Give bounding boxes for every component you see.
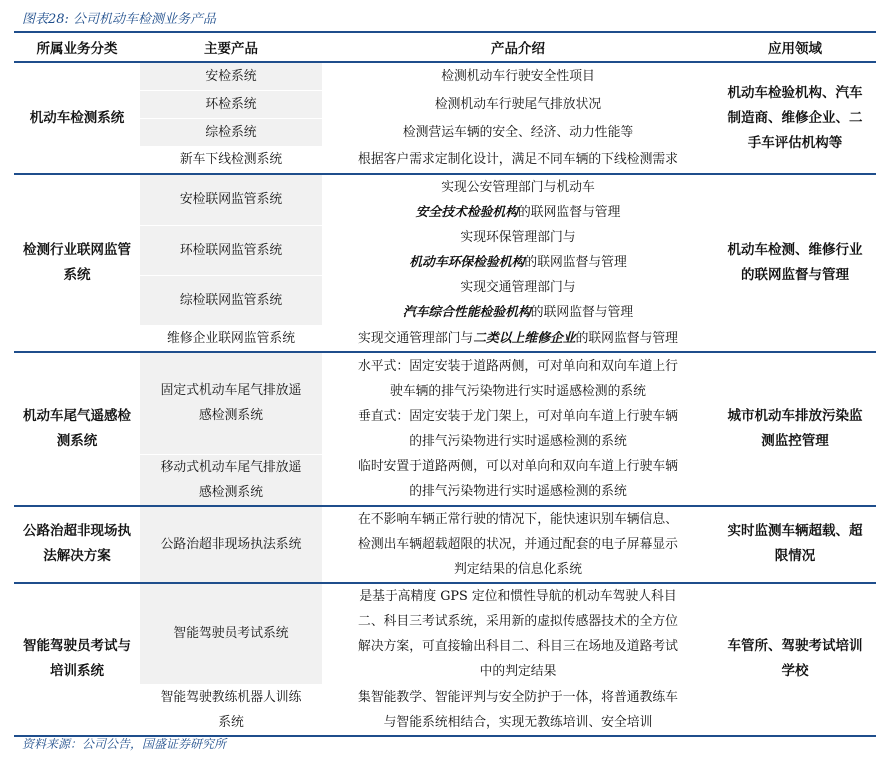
- intro-line: 的排气污染物进行实时遥感检测的系统: [409, 484, 627, 500]
- intro-tail: 的联网监督与管理: [524, 255, 627, 270]
- intro-cell: [322, 352, 714, 454]
- product-text: 移动式机动车尾气排放遥感检测系统: [160, 459, 302, 500]
- product-cell: [140, 352, 322, 454]
- products-table: [14, 31, 876, 737]
- intro-cell: [322, 583, 714, 685]
- table-row: [14, 174, 876, 225]
- intro-cell: [322, 685, 714, 737]
- category-cell: [14, 506, 140, 583]
- application-cell: [714, 352, 876, 506]
- product-cell: [140, 454, 322, 506]
- product-cell: 安检联网监管系统: [140, 174, 322, 225]
- application-text: 机动车检测、维修行业的联网监督与管理: [727, 242, 863, 283]
- application-cell: [714, 506, 876, 583]
- intro-line: 实现交通管理部门与: [460, 280, 576, 295]
- intro-cell: [322, 506, 714, 583]
- intro-line: 实现公安管理部门与机动车: [441, 180, 595, 195]
- category-cell: 机动车检测系统: [14, 62, 140, 174]
- intro-line: 中的判定结果: [479, 664, 557, 679]
- intro-line: 临时安置于道路两侧，可以对单向和双向车道上行驶车辆: [358, 459, 678, 475]
- intro-line: 是基于高精度 GPS 定位和惯性导航的机动车驾驶人科目: [359, 589, 677, 604]
- intro-line: 检测出车辆超载超限的状况，并通过配套的电子屏幕显示: [358, 536, 678, 552]
- product-cell: [140, 506, 322, 583]
- intro-line: 实现环保管理部门与: [460, 230, 576, 245]
- intro-pre: 实现交通管理部门与: [358, 330, 474, 346]
- intro-tail: 的联网监督与管理: [575, 330, 678, 346]
- product-cell: 综检联网监管系统: [140, 275, 322, 325]
- intro-line: 垂直式：固定安装于龙门架上，可对单向车道上行驶车辆: [358, 408, 678, 424]
- product-cell: 智能驾驶员考试系统: [140, 583, 322, 685]
- header-intro: 产品介绍: [322, 32, 714, 62]
- product-cell: 安检系统: [140, 62, 322, 90]
- intro-cell: [322, 225, 714, 275]
- header-application: 应用领域: [714, 32, 876, 62]
- intro-cell: [322, 454, 714, 506]
- product-text: 固定式机动车尾气排放遥感检测系统: [160, 383, 302, 424]
- application-text: 实时监测车辆超载、超限情况: [727, 523, 863, 564]
- category-cell: [14, 174, 140, 352]
- intro-tail: 的联网监督与管理: [530, 305, 634, 320]
- table-row: [14, 352, 876, 454]
- product-cell: 综检系统: [140, 118, 322, 146]
- category-text: 检测行业联网监管系统: [23, 242, 131, 283]
- product-cell: 环检联网监管系统: [140, 225, 322, 275]
- intro-line: [324, 250, 712, 275]
- header-product: 主要产品: [140, 32, 322, 62]
- header-category: 所属业务分类: [14, 32, 140, 62]
- product-cell: 环检系统: [140, 90, 322, 118]
- intro-emphasis: 安全技术检验机构: [415, 205, 518, 220]
- header-row: [14, 32, 876, 62]
- intro-line: 判定结果的信息化系统: [454, 561, 582, 577]
- intro-cell: 检测营运车辆的安全、经济、动力性能等: [402, 124, 634, 140]
- intro-line: [324, 200, 712, 225]
- application-text: 车管所、驾驶考试培训学校: [727, 638, 863, 680]
- product-cell: [140, 685, 322, 737]
- intro-line: 二、科目三考试系统，采用新的虚拟传感器技术的全方位: [358, 614, 678, 629]
- intro-line: [324, 300, 712, 325]
- product-text: 公路治超非现场执法系统: [160, 536, 302, 552]
- application-text: 机动车检验机构、汽车制造商、维修企业、二手车评估机构等: [727, 84, 863, 151]
- category-cell: [14, 583, 140, 737]
- intro-tail: 的联网监督与管理: [518, 205, 621, 220]
- intro-line: 与智能系统相结合，实现无教练培训、安全培训: [383, 714, 653, 730]
- intro-line: 集智能教学、智能评判与安全防护于一体，将普通教练车: [358, 689, 678, 705]
- figure-caption: 图表28: 公司机动车检测业务产品: [22, 12, 217, 27]
- intro-cell: 根据客户需求定制化设计，满足不同车辆的下线检测需求: [358, 152, 678, 167]
- product-cell: 新车下线检测系统: [140, 146, 322, 174]
- category-text: 公路治超非现场执法解决方案: [23, 523, 131, 564]
- intro-cell: [322, 325, 714, 352]
- intro-line: 驶车辆的排气污染物进行实时遥感检测的系统: [390, 383, 646, 399]
- application-cell: [714, 583, 876, 737]
- intro-emphasis: 汽车综合性能检验机构: [402, 305, 531, 320]
- source-note: 资料来源：公司公告，国盛证券研究所: [22, 737, 227, 751]
- intro-emphasis: 二类以上维修企业: [473, 330, 576, 346]
- category-text: 智能驾驶员考试与培训系统: [23, 638, 131, 680]
- category-text: 机动车尾气遥感检测系统: [23, 407, 131, 449]
- table-row: [14, 506, 876, 583]
- intro-line: 在不影响车辆正常行驶的情况下，能快速识别车辆信息、: [358, 511, 678, 527]
- intro-line: 水平式：固定安装于道路两侧，可对单向和双向车道上行: [358, 358, 678, 374]
- intro-line: 的排气污染物进行实时遥感检测的系统: [409, 433, 627, 449]
- intro-cell: 检测机动车行驶安全性项目: [322, 62, 714, 90]
- intro-cell: [322, 174, 714, 225]
- product-text: 智能驾驶教练机器人训练系统: [160, 690, 302, 730]
- application-cell: [714, 62, 876, 174]
- intro-cell: [322, 275, 714, 325]
- table-row: [14, 583, 876, 685]
- application-text: 城市机动车排放污染监测监控管理: [727, 407, 863, 449]
- product-cell: 维修企业联网监管系统: [140, 325, 322, 352]
- table-row: [14, 62, 876, 90]
- application-cell: [714, 174, 876, 352]
- intro-emphasis: 机动车环保检验机构: [409, 255, 525, 270]
- intro-line: 解决方案，可直接输出科目二、科目三在场地及道路考试: [358, 639, 678, 654]
- category-cell: [14, 352, 140, 506]
- intro-cell: 检测机动车行驶尾气排放状况: [434, 96, 602, 112]
